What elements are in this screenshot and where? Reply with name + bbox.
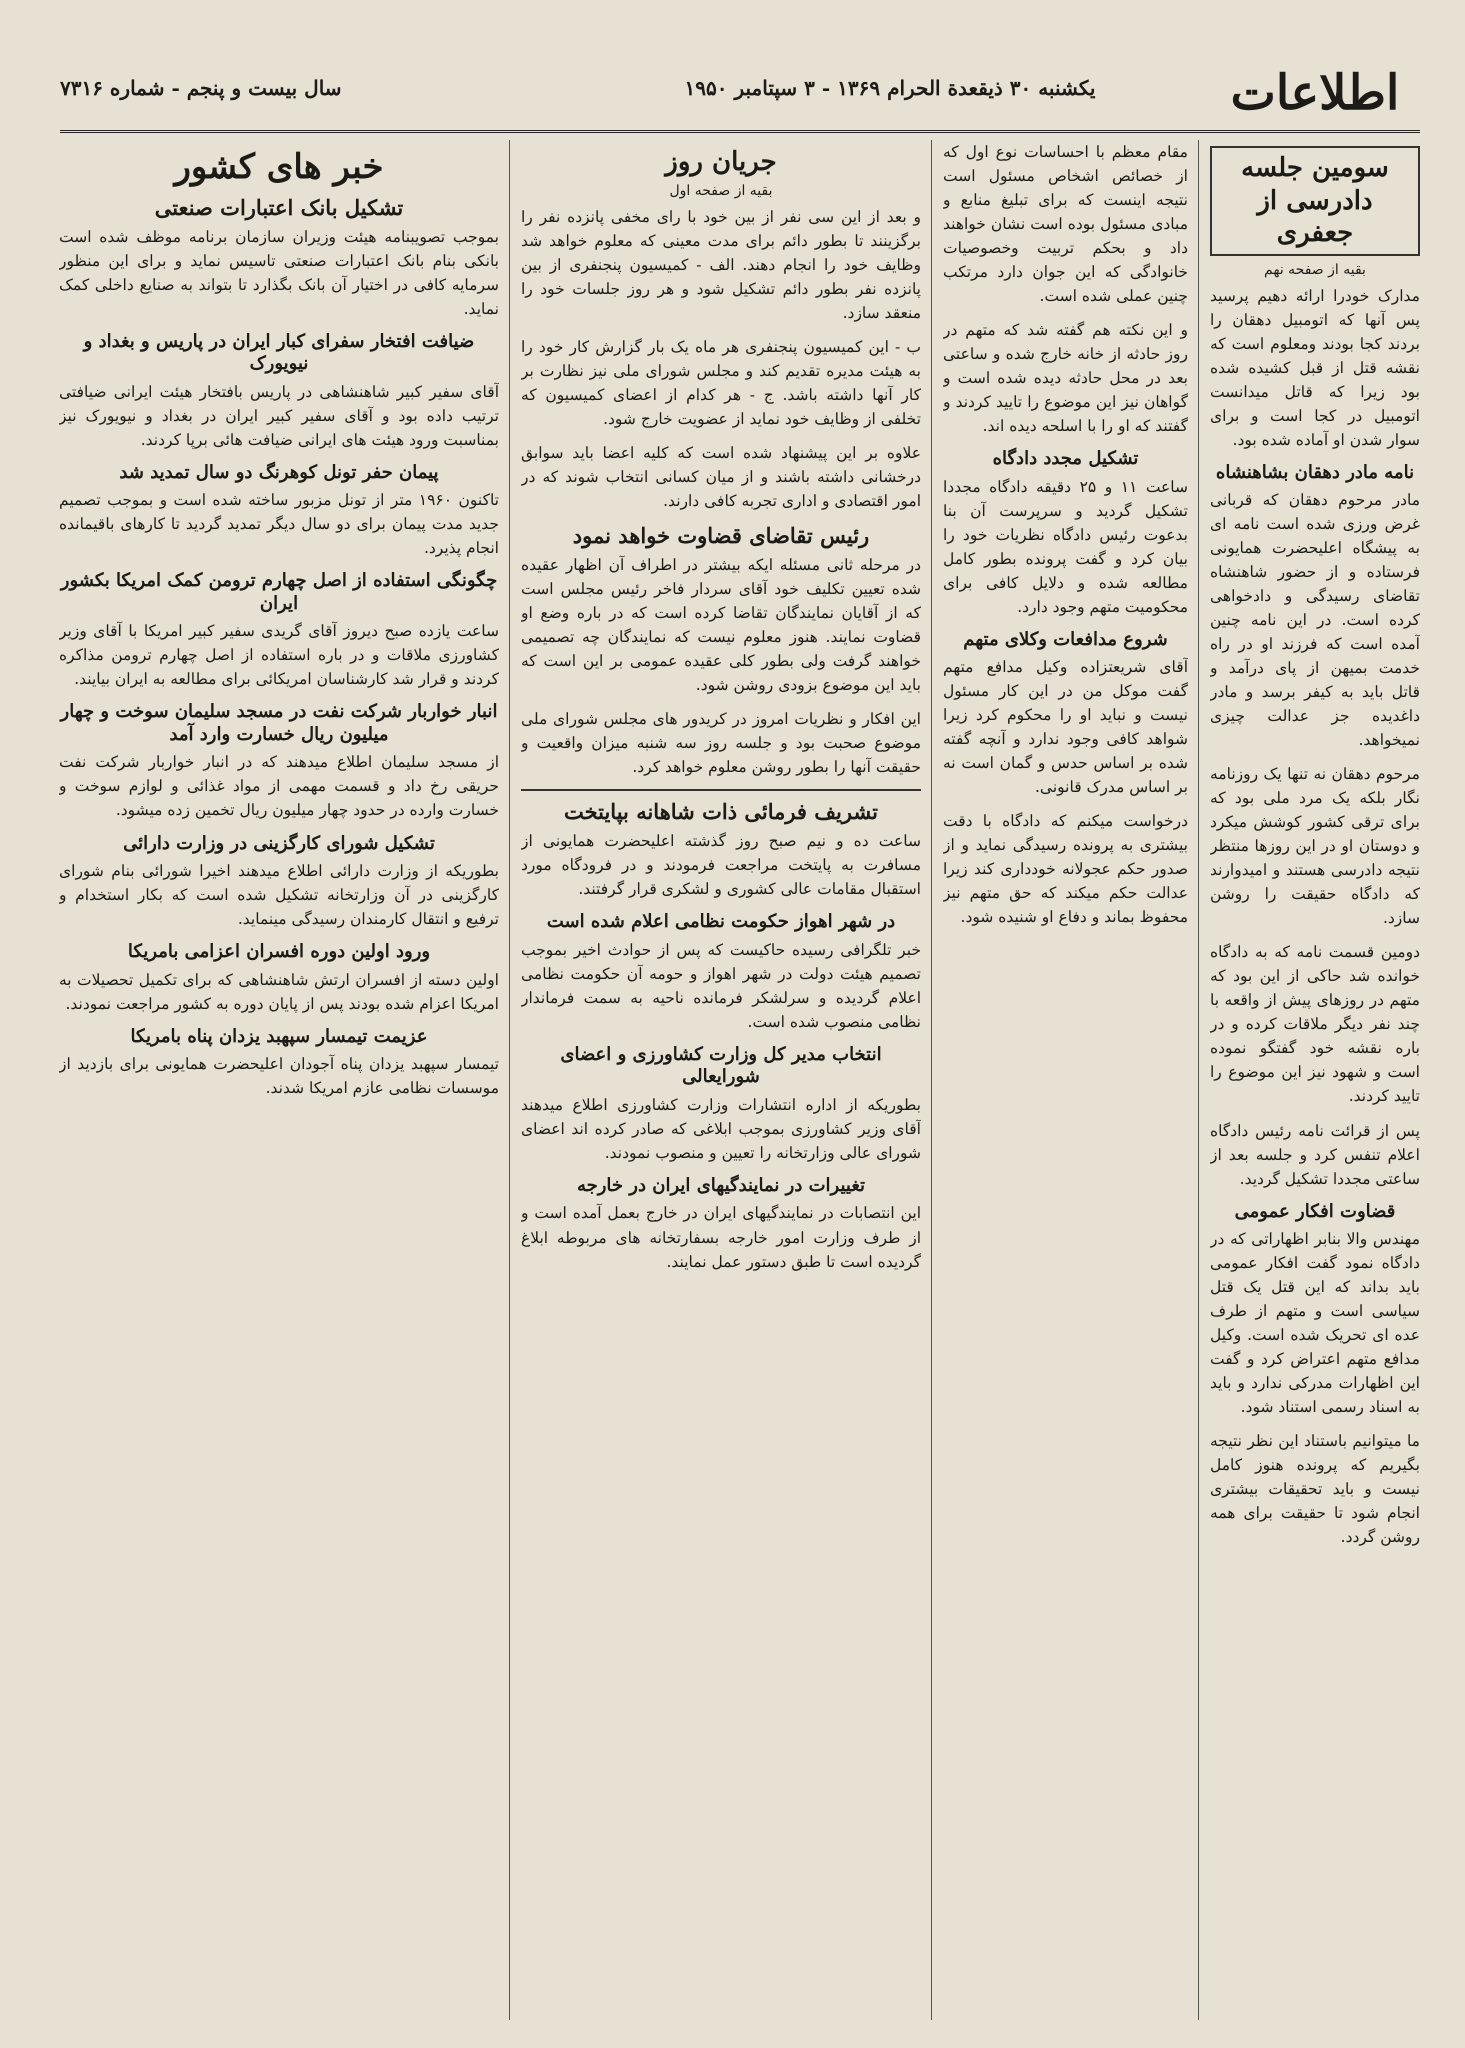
- current-affairs-paragraph: این انتصابات در نمایندگیهای ایران در خارج بعمل آمده است و از طرف وزارت امور خارجه بسفارتخانه های مربوطه ابلاغ گردیده است تا طبق دستور عمل نمایند.: [521, 1204, 921, 1271]
- country-news-headline: خبر های کشور: [174, 147, 384, 187]
- trial-paragraph: مرحوم دهقان نه تنها یک روزنامه نگار بلکه یک مرد ملی بود که برای ترقی کشور کوشش میکرد و دوستان او در این روزها منتظر نتیجه دادرسی هستند و امیدوارند که دادگاه حقیقت را روشن سازد.: [1210, 765, 1420, 928]
- current-affairs-paragraph: خبر تلگرافی رسیده حاکیست که پس از حوادث اخیر بموجب تصمیم هیئت دولت در شهر اهواز و حومه آن حکومت نظامی اعلام گردیده و سرلشکر فرمانده ناحیه به سمت فرماندار نظامی منصوب شده است.: [521, 940, 921, 1031]
- country-news-subheading: ضیافت افتخار سفرای کبار ایران در پاریس و بغداد و نیویورک: [83, 330, 475, 375]
- column-divider: [509, 140, 510, 2020]
- trial-paragraph: مهندس والا بنابر اظهاراتی که در دادگاه نمود گفت افکار عمومی باید بداند که این قتل یک قتل سیاسی است و متهم از طرف عده ای تحریک شده است. وکیل مدافع متهم اعتراض کرد و گفت این اظهارات مدرکی ندارد و باید به اسناد رسمی استناد شود.: [1210, 1230, 1420, 1417]
- country-news-subheading: پیمان حفر تونل کوهرنگ دو سال تمدید شد: [119, 461, 439, 483]
- column-country-news: [59, 140, 499, 2030]
- current-affairs-subheading: تغییرات در نمایندگیهای ایران در خارجه: [576, 1174, 866, 1196]
- trial-paragraph: مقام معظم با احساسات نوع اول که از خصائص اشخاص مسئول است نتیجه اینست که برای تبلیغ منابع و مبادی مسئول بوده است نشان خواهند داد و بحکم تربیت وخصوصیات خانوادگی که این جوان دارد مرتکب چنین عملی شده است.: [943, 143, 1188, 306]
- newspaper-logo: اطلاعات: [1230, 65, 1400, 121]
- column-trial: [1210, 140, 1420, 2030]
- current-affairs-paragraph: ساعت ده و نیم صبح روز گذشته اعلیحضرت همایونی از مسافرت به پایتخت مراجعت فرمودند و در فرودگاه مورد استقبال مقامات عالی کشوری و لشکری قرار گرفتند.: [521, 832, 921, 899]
- country-news-subheading: ورود اولین دوره افسران اعزامی بامریکا: [127, 941, 431, 963]
- current-affairs-subheading: تشریف فرمائی ذات شاهانه بپایتخت: [563, 799, 879, 825]
- current-affairs-subheading: رئیس تقاضای قضاوت خواهد نمود: [572, 522, 870, 548]
- current-affairs-headline: جریان روز: [665, 147, 777, 177]
- trial-paragraph: آقای شریعتزاده وکیل مدافع متهم گفت موکل من در این کار مسئول نیست و نباید او را محکوم کرد زیرا شواهد کافی وجود ندارد و آنچه گفته شده بر اساس حدس و گمان است نه بر اساس مدرک قانونی.: [943, 658, 1188, 797]
- trial-subheading: تشکیل مجدد دادگاه: [992, 448, 1139, 470]
- current-affairs-kicker: بقیه از صفحه اول: [669, 182, 773, 199]
- country-news-subheading: تشکیل بانک اعتبارات صنعتی: [154, 194, 404, 220]
- current-affairs-subheading: انتخاب مدیر کل وزارت کشاورزی و اعضای شورایعالی: [560, 1043, 882, 1088]
- current-affairs-paragraph: و بعد از این سی نفر از بین خود با رای مخفی پانزده نفر را برگزینند تا بطور دائم برای مدت معینی که معلوم خواهد شد وظایف خود را انجام دهند. الف - کمیسیون پنجنفری از بین پانزده نفر بطور دائم تشکیل شود و هر روز جلسات خود را منعقد سازد.: [521, 207, 921, 322]
- column-trial-continued: [943, 140, 1188, 2030]
- country-news-subheading: انبار خواربار شرکت نفت در مسجد سلیمان سوخت و چهار میلیون ریال خسارت وارد آمد: [60, 701, 498, 745]
- current-affairs-paragraph: این افکار و نظریات امروز در کریدور های مجلس شورای ملی موضوع صحبت بود و جلسه روز سه شنبه میزان واقعیت و حقیقت آنها را بطور روشن معلوم خواهد کرد.: [521, 710, 921, 777]
- country-news-paragraph: اولین دسته از افسران ارتش شاهنشاهی که برای تکمیل تحصیلات به امریکا اعزام شده بودند پس از پایان دوره به کشور مراجعت نمودند.: [59, 970, 499, 1013]
- country-news-subheading: عزیمت تیمسار سپهبد یزدان پناه بامریکا: [130, 1025, 428, 1047]
- current-affairs-paragraph: ب - این کمیسیون پنجنفری هر ماه یک بار گزارش کار خود را به هیئت مدیره تقدیم کند و مجلس شورای ملی نیز نظارت بر کار آنها داشته باشد. ج - هر کدام از اعضای کمیسیون که تخلفی از وظایف خود نماید از عضویت خارج شود.: [521, 337, 921, 428]
- masthead: [60, 60, 1420, 133]
- country-news-paragraph: بطوریکه از وزارت دارائی اطلاع میدهند اخیرا شورائی بنام شورای کارگزینی در آن وزارتخانه تشکیل شده است که بکار استخدام و ترفیع و انتقال کارمندان رسیدگی مینماید.: [59, 862, 499, 929]
- column-divider: [931, 140, 932, 2020]
- trial-subheading: قضاوت افکار عمومی: [1234, 1200, 1396, 1222]
- trial-paragraph: مادر مرحوم دهقان که قربانی غرض ورزی شده است نامه ای به پیشگاه اعلیحضرت همایونی فرستاده و از حضور شاهنشاه تقاضای رسیدگی و دادخواهی کرده است. در این نامه چنین آمده است که فرزند او در راه خدمت بمیهن از پای درآمد و قاتل باید به کیفر برسد و مادر داغدیده جز عدالت چیزی نمیخواهد.: [1210, 491, 1420, 750]
- trial-paragraph: ساعت ۱۱ و ۲۵ دقیقه دادگاه مجددا تشکیل گردید و سرپرست آن بنا بدعوت رئیس دادگاه نظریات خود را بیان کرد و گفت پرونده بطور کامل مطالعه شده و دلایل کافی برای محکومیت متهم وجود دارد.: [943, 477, 1188, 616]
- trial-paragraph: درخواست میکنم که دادگاه با دقت بیشتری به پرونده رسیدگی نماید و از صدور حکم عجولانه خودداری کند زیرا عدالت حکم میکند که حق متهم نیز محفوظ بماند و دفاع او شنیده شود.: [943, 812, 1188, 927]
- column-divider: [1198, 140, 1199, 2020]
- country-news-paragraph: تاکنون ۱۹۶۰ متر از تونل مزبور ساخته شده است و بموجب تصمیم جدید مدت پیمان برای دو سال دیگر تمدید گردید تا کارهای باقیمانده انجام پذیرد.: [59, 491, 499, 558]
- country-news-paragraph: بموجب تصویبنامه هیئت وزیران سازمان برنامه موظف شده است بانکی بنام بانک اعتبارات صنعتی تاسیس نماید و برای این منظور سرمایه کافی در اختیار آن بانک بگذارد تا بتواند به صنایع داخلی کمک نماید.: [59, 227, 499, 318]
- trial-paragraph: و این نکته هم گفته شد که متهم در روز حادثه از خانه خارج شده و ساعتی بعد در محل حادثه دیده شده است و گواهان نیز این موضوع را تایید کردند و گفتند که او را با اسلحه دیده اند.: [943, 321, 1188, 436]
- country-news-subheading: تشکیل شورای کارگزینی در وزارت دارائی: [123, 832, 435, 854]
- country-news-paragraph: آقای سفیر کبیر شاهنشاهی در پاریس بافتخار هیئت ایرانی ضیافتی ترتیب داده بود و آقای سفیر کبیر ایران در بغداد و نیویورک نیز بمناسبت ورود هیئت های ایرانی ضیافت هائی برپا کردند.: [59, 382, 499, 449]
- current-affairs-subheading: در شهر اهواز حکومت نظامی اعلام شده است: [546, 911, 896, 933]
- current-affairs-paragraph: در مرحله ثانی مسئله ایکه بیشتر در اطراف آن اظهار عقیده شده تعیین تکلیف خود آقای سردار فاخر رئیس مجلس است که از آقایان نمایندگان تقاضا کرده است که در باره وضع او قضاوت نمایند. هنوز معلوم نیست که نمایندگان چه تصمیمی خواهند گرفت ولی بطور کلی عقیده عمومی بر این است که باید این موضوع بزودی روشن شود.: [521, 555, 921, 695]
- trial-subheading: شروع مدافعات وکلای متهم: [963, 628, 1168, 650]
- country-news-paragraph: ساعت یازده صبح دیروز آقای گریدی سفیر کبیر امریکا با آقای وزیر کشاورزی ملاقات و در باره استفاده از اصل چهارم ترومن مذاکره کردند و قرار شد کارشناسان امریکائی برای مطالعه به ایران بیایند.: [59, 622, 499, 689]
- dateline: یکشنبه ۳۰ ذیقعدة الحرام ۱۳۶۹ - ۳ سپتامبر ۱۹۵۰: [684, 76, 1096, 100]
- country-news-paragraph: تیمسار سپهبد یزدان پناه آجودان اعلیحضرت همایونی برای بازدید از موسسات نظامی عازم امریکا شدند.: [59, 1055, 499, 1098]
- trial-paragraph: مدارک خودرا ارائه دهیم پرسید پس آنها که اتومبیل دهقان را بردند کجا بودند ومعلوم است که نقشه قتل از قبل کشیده شده بود زیرا که قاتل میدانست اتومبیل در کجا است و برای سوار شدن او آماده شده بود.: [1210, 286, 1420, 449]
- trial-kicker: بقیه از صفحه نهم: [1264, 261, 1366, 278]
- section-divider: [521, 789, 921, 791]
- trial-paragraph: دومین قسمت نامه که به دادگاه خوانده شد حاکی از این بود که متهم در روزهای پیش از واقعه با چند نفر دیگر ملاقات کرده و در باره نقشه خود گفتگو نموده است و شهود نیز این موضوع را تایید کردند.: [1210, 943, 1420, 1106]
- trial-paragraph: پس از قرائت نامه رئیس دادگاه اعلام تنفس کرد و جلسه بعد از ساعتی مجددا تشکیل گردید.: [1210, 1121, 1420, 1188]
- country-news-subheading: چگونگی استفاده از اصل چهارم ترومن کمک امریکا بکشور ایران: [60, 570, 498, 614]
- current-affairs-paragraph: علاوه بر این پیشنهاد شده است که کلیه اعضا باید سوابق درخشانی داشته باشند و از میان کسانی انتخاب شوند که در امور اقتصادی و اداری تجربه کافی دارند.: [521, 443, 921, 510]
- trial-subheading: نامه مادر دهقان بشاهنشاه: [1215, 461, 1415, 483]
- trial-headline: سومین جلسه دادرسی از جعفری: [1210, 146, 1420, 256]
- current-affairs-paragraph: بطوریکه از اداره انتشارات وزارت کشاورزی اطلاع میدهند آقای وزیر کشاورزی بموجب ابلاغی که صادر کرده اند اعضای شورای عالی وزارتخانه را تعیین و منصوب نمودند.: [521, 1095, 921, 1162]
- issue-number: سال بیست و پنجم - شماره ۷۳۱۶: [60, 76, 342, 100]
- column-current-affairs: [521, 140, 921, 2030]
- country-news-paragraph: از مسجد سلیمان اطلاع میدهند که در انبار خواربار شرکت نفت حریقی رخ داد و قسمت مهمی از مواد غذائی و لوازم سوخت و خسارت وارده در حدود چهار میلیون ریال تخمین زده میشود.: [59, 753, 499, 820]
- trial-paragraph: ما میتوانیم باستناد این نظر نتیجه بگیریم که پرونده هنوز کامل نیست و باید تحقیقات بیشتری انجام شود تا حقیقت برای همه روشن گردد.: [1210, 1432, 1420, 1547]
